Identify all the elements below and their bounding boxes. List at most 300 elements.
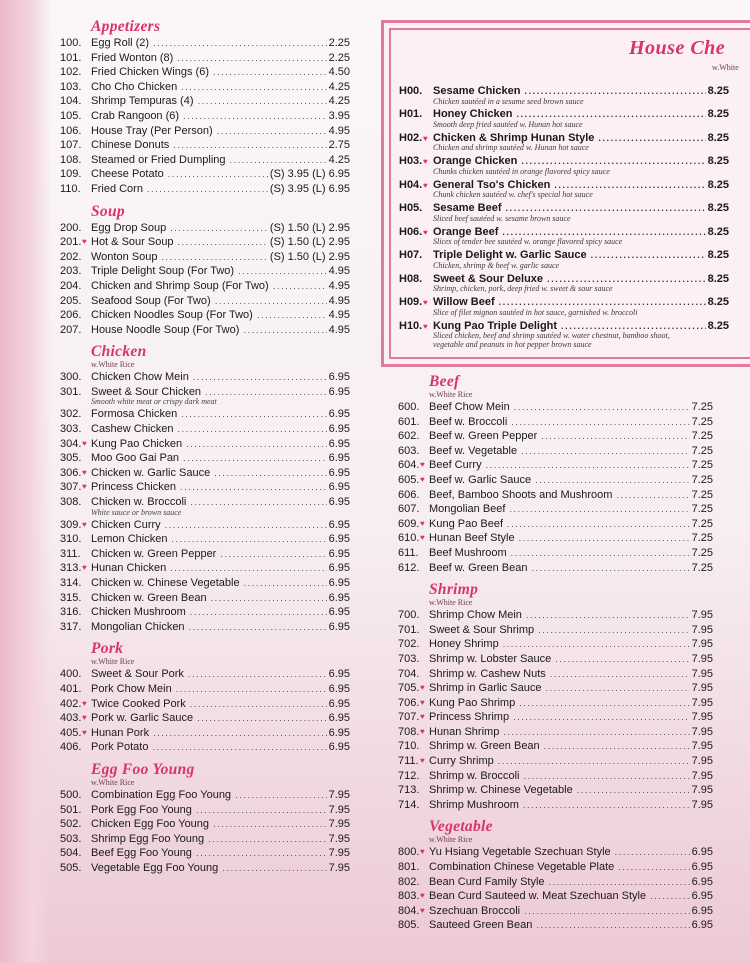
menu-item [60, 385, 350, 400]
item-description: Sliced chicken, beef and shrimp sautéed w. water chestnut, bamboo shoot, vegetable and peanuts in hot pepper brown sauce [433, 331, 670, 350]
item-price: 7.95 [691, 667, 713, 680]
menu-item [398, 458, 713, 473]
dot-leader [188, 667, 327, 682]
dot-leader [541, 429, 689, 444]
item-price: 7.95 [691, 652, 713, 665]
item-code: H07. [399, 249, 423, 262]
item-name: Pork Chow Mein [91, 682, 172, 695]
item-code: 603. [398, 444, 420, 457]
spicy-heart-icon: ♥ [420, 533, 425, 543]
item-price: 6.95 [328, 682, 350, 695]
item-description: Chunks chicken sautéed in orange flavored spicy sauce [433, 166, 610, 176]
item-description: Chicken sautéed in a sesame seed brown sauce [433, 96, 584, 106]
item-price: 7.95 [691, 638, 713, 651]
dot-leader [591, 249, 706, 262]
item-name: Beef w. Vegetable [429, 444, 518, 457]
item-code: 610. [398, 532, 420, 545]
house-specials-box [381, 20, 750, 367]
item-code: 602. [398, 430, 420, 443]
menu-item [398, 860, 713, 875]
house-special-item [399, 132, 729, 145]
item-name: Steamed or Fried Dumpling [91, 153, 226, 166]
item-price: 6.95 [328, 466, 350, 479]
item-name: Egg Roll (2) [91, 37, 150, 49]
item-name: Vegetable Egg Foo Young [91, 861, 219, 874]
item-name: Cashew Chicken [91, 423, 174, 436]
menu-item [398, 652, 713, 667]
menu-item [60, 51, 350, 66]
item-code: H08. [399, 272, 423, 285]
item-description: Chunk chicken sautéed w. chef's special hot sauce [433, 190, 593, 200]
item-name: Beef w. Garlic Sauce [429, 473, 532, 486]
menu-item [60, 221, 350, 236]
item-code: 201. [60, 236, 82, 249]
item-code: 612. [398, 561, 420, 574]
dot-leader [531, 561, 689, 576]
item-name: Combination Egg Foo Young [91, 788, 232, 801]
dot-leader [170, 561, 326, 576]
item-name: Sweet & Sour Pork [91, 668, 184, 681]
dot-leader [499, 296, 706, 309]
spicy-heart-icon: ♥ [420, 697, 425, 707]
dot-leader [147, 182, 268, 197]
item-price: 7.25 [691, 546, 713, 559]
section-subtitle: w.White Rice [429, 390, 473, 399]
item-code: 307. [60, 481, 82, 494]
item-code: 501. [60, 803, 82, 816]
item-code: 406. [60, 741, 82, 754]
item-name: Shrimp w. Broccoli [429, 769, 520, 782]
menu-item [60, 576, 350, 591]
item-name: Hunan Chicken [91, 562, 167, 575]
dot-leader [516, 108, 705, 121]
dot-leader [519, 696, 689, 711]
item-name: Chicken and Shrimp Soup (For Two) [91, 279, 269, 292]
item-name: General Tso's Chicken [433, 178, 551, 191]
menu-item [398, 681, 713, 696]
item-price: 2.75 [328, 139, 350, 152]
spicy-heart-icon: ♥ [423, 180, 428, 190]
menu-item [60, 323, 350, 338]
item-code: 400. [60, 668, 82, 681]
item-code: 303. [60, 423, 82, 436]
item-code: 102. [60, 66, 82, 79]
dot-leader [205, 385, 327, 400]
item-price: 7.95 [691, 769, 713, 782]
item-price: 6.95 [328, 452, 350, 465]
menu-item [60, 279, 350, 294]
dot-leader [536, 918, 689, 933]
item-price: 6.95 [328, 591, 350, 604]
item-code: 504. [60, 847, 82, 860]
item-price: 6.95 [328, 697, 350, 710]
item-name: Sauteed Green Bean [429, 919, 533, 932]
dot-leader [168, 167, 268, 182]
spicy-heart-icon: ♥ [82, 727, 87, 737]
item-name: Mongolian Chicken [91, 620, 185, 633]
dot-leader [183, 109, 327, 124]
dot-leader [235, 788, 326, 803]
item-price: 6.95 [691, 846, 713, 859]
menu-item [60, 667, 350, 682]
dot-leader [550, 667, 690, 682]
item-description: Sliced beef sautéed w. sesame brown sauce [433, 213, 571, 223]
item-name: Chinese Donuts [91, 139, 170, 152]
item-price: 6.95 [328, 437, 350, 450]
spicy-heart-icon: ♥ [82, 563, 87, 573]
item-code: 304. [60, 437, 82, 450]
item-price: 6.95 [328, 408, 350, 421]
menu-item [60, 697, 350, 712]
item-code: 200. [60, 221, 82, 234]
dot-leader [507, 517, 690, 532]
spicy-heart-icon: ♥ [423, 298, 428, 308]
menu-item [398, 754, 713, 769]
dot-leader [186, 437, 326, 452]
dot-leader [555, 652, 689, 667]
dot-leader [190, 605, 327, 620]
item-name: Sweet & Sour Shrimp [429, 623, 535, 636]
item-code: 311. [60, 547, 81, 560]
item-name: Formosa Chicken [91, 408, 178, 421]
dot-leader [545, 681, 689, 696]
page-edge-decoration [0, 0, 52, 963]
item-code: 701. [398, 623, 420, 636]
menu-item [60, 308, 350, 323]
dot-leader [215, 294, 327, 309]
item-code: 803. [398, 890, 420, 903]
dot-leader [244, 323, 327, 338]
item-price: (S) 1.50 (L) 2.95 [269, 250, 350, 263]
item-price: 4.25 [328, 95, 350, 108]
spicy-heart-icon: ♥ [82, 713, 87, 723]
item-description: White sauce or brown sauce [91, 507, 182, 517]
item-name: Yu Hsiang Vegetable Szechuan Style [429, 846, 611, 859]
dot-leader [549, 875, 690, 890]
item-code: 101. [60, 51, 82, 64]
house-special-item [399, 108, 729, 121]
item-price: 6.95 [328, 606, 350, 619]
item-price: 6.95 [328, 385, 350, 398]
dot-leader [486, 458, 690, 473]
menu-item [398, 444, 713, 459]
item-price: 7.95 [691, 725, 713, 738]
item-name: Shrimp w. Cashew Nuts [429, 667, 546, 680]
dot-leader [214, 466, 326, 481]
menu-item [60, 682, 350, 697]
item-code: H02. [399, 131, 423, 144]
dot-leader [173, 138, 326, 153]
dot-leader [190, 495, 326, 510]
item-name: Cheese Potato [91, 168, 164, 181]
dot-leader [616, 488, 689, 503]
item-price: 6.95 [328, 496, 350, 509]
item-code: H01. [399, 108, 423, 121]
spicy-heart-icon: ♥ [420, 726, 425, 736]
item-price: 6.95 [328, 741, 350, 754]
item-code: 712. [398, 769, 420, 782]
dot-leader [554, 179, 705, 192]
menu-item [398, 637, 713, 652]
item-name: Sesame Beef [433, 202, 502, 215]
item-name: Chicken w. Chinese Vegetable [91, 577, 240, 589]
menu-item [60, 407, 350, 422]
item-code: 703. [398, 652, 420, 665]
item-code: 604. [398, 459, 420, 472]
menu-item [60, 466, 350, 481]
item-name: Shrimp Egg Foo Young [91, 832, 205, 845]
item-code: 204. [60, 279, 82, 292]
menu-item [60, 605, 350, 620]
item-code: 109. [60, 168, 82, 181]
item-name: Hunan Shrimp [429, 725, 500, 738]
spicy-heart-icon: ♥ [82, 438, 87, 448]
item-code: H03. [399, 155, 423, 168]
item-code: 306. [60, 466, 82, 479]
dot-leader [198, 94, 327, 109]
item-description: Shrimp, chicken, pork, deep fried w. sweet & sour sauce [433, 284, 613, 294]
item-price: 7.95 [691, 798, 713, 811]
dot-leader [502, 226, 705, 239]
item-price: 7.95 [691, 784, 713, 797]
item-code: 707. [398, 711, 420, 724]
dot-leader [181, 407, 326, 422]
item-name: Sweet & Sour Deluxe [433, 272, 544, 285]
item-name: Shrimp w. Lobster Sauce [429, 652, 552, 665]
item-name: Kung Pao Triple Delight [433, 319, 558, 332]
item-price: 8.25 [707, 131, 729, 144]
item-name: Hot & Sour Soup [91, 236, 174, 249]
dot-leader [618, 860, 689, 875]
dot-leader [196, 846, 326, 861]
item-name: Beef Chow Mein [429, 401, 510, 413]
house-special-item [399, 155, 729, 168]
menu-item [398, 918, 713, 933]
item-price: 4.95 [328, 279, 350, 292]
spicy-heart-icon: ♥ [82, 698, 87, 708]
item-price: 4.95 [328, 309, 350, 322]
item-price: (S) 3.95 (L) 6.95 [269, 168, 350, 181]
dot-leader [524, 904, 689, 919]
menu-item [60, 109, 350, 124]
item-name: Beef w. Green Bean [429, 561, 528, 574]
item-price: 7.25 [691, 473, 713, 486]
item-price: 4.25 [328, 153, 350, 166]
menu-item [398, 546, 713, 561]
item-code: H06. [399, 225, 423, 238]
dot-leader [511, 415, 689, 430]
item-name: Triple Delight Soup (For Two) [91, 265, 235, 278]
item-name: Triple Delight w. Garlic Sauce [433, 249, 587, 262]
item-name: Shrimp Tempuras (4) [91, 95, 194, 108]
item-name: Beef Curry [429, 459, 482, 472]
item-name: Mongolian Beef [429, 503, 506, 516]
dot-leader [153, 36, 327, 51]
section-subtitle: w.White Rice [429, 598, 473, 608]
item-name: Hunan Pork [91, 726, 150, 739]
dot-leader [511, 546, 690, 561]
menu-item [398, 400, 713, 415]
item-code: 314. [60, 577, 82, 589]
item-name: Hunan Beef Style [429, 532, 515, 545]
item-name: Orange Chicken [433, 155, 518, 168]
item-code: 100. [60, 37, 82, 49]
item-name: Pork w. Garlic Sauce [91, 712, 194, 725]
menu-item [60, 547, 350, 562]
section-subtitle: w.White Rice [429, 835, 473, 845]
dot-leader [524, 85, 705, 98]
dot-leader [220, 547, 326, 562]
item-description: Smooth white meat or crispy dark meat [91, 397, 217, 407]
item-code: 708. [398, 725, 420, 738]
item-price: (S) 3.95 (L) 6.95 [269, 182, 350, 195]
item-name: House Tray (Per Person) [91, 124, 213, 137]
item-name: Beef w. Broccoli [429, 415, 508, 428]
item-price: 8.25 [707, 108, 729, 121]
house-specials-subtitle: w.White [712, 63, 739, 72]
dot-leader [273, 279, 327, 294]
dot-leader [181, 80, 326, 95]
spicy-heart-icon: ♥ [423, 133, 428, 143]
item-price: (S) 1.50 (L) 2.95 [269, 221, 350, 234]
item-code: 315. [60, 591, 82, 604]
menu-item [60, 451, 350, 466]
menu-item [398, 845, 713, 860]
item-name: Egg Drop Soup [91, 221, 167, 234]
item-price: 2.25 [328, 37, 350, 49]
menu-item [60, 846, 350, 861]
item-name: Shrimp in Garlic Sauce [429, 682, 542, 695]
menu-item [60, 370, 350, 385]
spicy-heart-icon: ♥ [82, 519, 87, 529]
dot-leader [238, 264, 326, 279]
item-name: Szechuan Broccoli [429, 904, 521, 917]
item-code: 401. [60, 682, 82, 695]
item-name: Fried Corn [91, 182, 143, 195]
spicy-heart-icon: ♥ [420, 847, 425, 857]
item-code: 300. [60, 371, 82, 384]
dot-leader [561, 320, 706, 333]
item-code: 503. [60, 832, 82, 845]
menu-item [398, 696, 713, 711]
spicy-heart-icon: ♥ [420, 474, 425, 484]
dot-leader [244, 576, 327, 591]
item-code: 702. [398, 638, 420, 651]
section-subtitle: w.White Rice [91, 657, 135, 667]
dot-leader [514, 400, 690, 415]
dot-leader [171, 532, 326, 547]
item-code: 207. [60, 323, 82, 336]
menu-item [60, 518, 350, 533]
item-description: Slice of filet mignon sautéed in hot sauce, garnished w. broccoli [433, 307, 638, 317]
menu-item [398, 561, 713, 576]
item-price: 7.25 [691, 488, 713, 501]
item-name: Seafood Soup (For Two) [91, 294, 211, 307]
item-price: 7.95 [691, 711, 713, 724]
item-price: 3.95 [328, 109, 350, 122]
dot-leader [211, 591, 327, 606]
menu-item [60, 36, 350, 51]
dot-leader [196, 803, 326, 818]
item-price: 6.95 [328, 481, 350, 494]
item-code: 403. [60, 712, 82, 725]
item-name: Chicken Egg Foo Young [91, 818, 210, 831]
item-price: 8.25 [707, 296, 729, 309]
item-price: 8.25 [707, 319, 729, 332]
item-price: 4.95 [328, 323, 350, 336]
menu-item [398, 783, 713, 798]
item-code: 309. [60, 518, 82, 531]
item-name: Sweet & Sour Chicken [91, 385, 202, 398]
dot-leader [213, 65, 327, 80]
spicy-heart-icon: ♥ [82, 482, 87, 492]
item-price: 7.95 [691, 623, 713, 636]
dot-leader [177, 51, 326, 66]
spicy-heart-icon: ♥ [420, 683, 425, 693]
item-price: 7.25 [691, 444, 713, 457]
menu-item [398, 667, 713, 682]
item-name: Shrimp w. Green Bean [429, 740, 540, 753]
menu-item [398, 517, 713, 532]
spicy-heart-icon: ♥ [420, 460, 425, 470]
menu-item [60, 182, 350, 197]
item-code: 105. [60, 109, 82, 122]
dot-leader [523, 769, 689, 784]
item-name: Kung Pao Shrimp [429, 696, 516, 709]
item-price: 6.95 [691, 904, 713, 917]
item-name: Honey Chicken [433, 108, 513, 121]
item-code: 600. [398, 401, 420, 413]
dot-leader [190, 697, 327, 712]
item-name: Beef Egg Foo Young [91, 847, 192, 860]
item-price: 6.95 [328, 371, 350, 384]
item-code: H09. [399, 296, 423, 309]
item-name: Orange Beef [433, 225, 499, 238]
house-specials-list [399, 85, 729, 352]
item-code: H00. [399, 85, 423, 97]
item-code: 805. [398, 919, 420, 932]
item-price: 8.25 [707, 202, 729, 215]
item-code: 804. [398, 904, 420, 917]
menu-item [60, 437, 350, 452]
menu-item [398, 531, 713, 546]
menu-item [398, 739, 713, 754]
item-price: 7.95 [328, 847, 350, 860]
item-name: Chicken w. Broccoli [91, 496, 187, 509]
dot-leader [519, 531, 690, 546]
item-name: Beef, Bamboo Shoots and Mushroom [429, 488, 613, 501]
dot-leader [193, 370, 327, 385]
item-code: 705. [398, 682, 420, 695]
item-code: 601. [398, 415, 420, 428]
dot-leader [230, 153, 327, 168]
item-code: 310. [60, 533, 82, 546]
dot-leader [577, 783, 690, 798]
dot-leader [526, 608, 690, 623]
item-price: 2.25 [328, 51, 350, 64]
item-price: 6.95 [328, 562, 350, 575]
item-name: Chicken w. Green Pepper [91, 547, 217, 560]
item-code: 305. [60, 452, 82, 465]
spicy-heart-icon: ♥ [420, 518, 425, 528]
house-special-item [399, 320, 729, 333]
menu-item [60, 94, 350, 109]
menu-item [398, 608, 713, 623]
item-price: 6.95 [328, 668, 350, 681]
item-name: Chicken Chow Mein [91, 371, 189, 384]
item-code: H05. [399, 202, 423, 215]
dot-leader [208, 832, 326, 847]
